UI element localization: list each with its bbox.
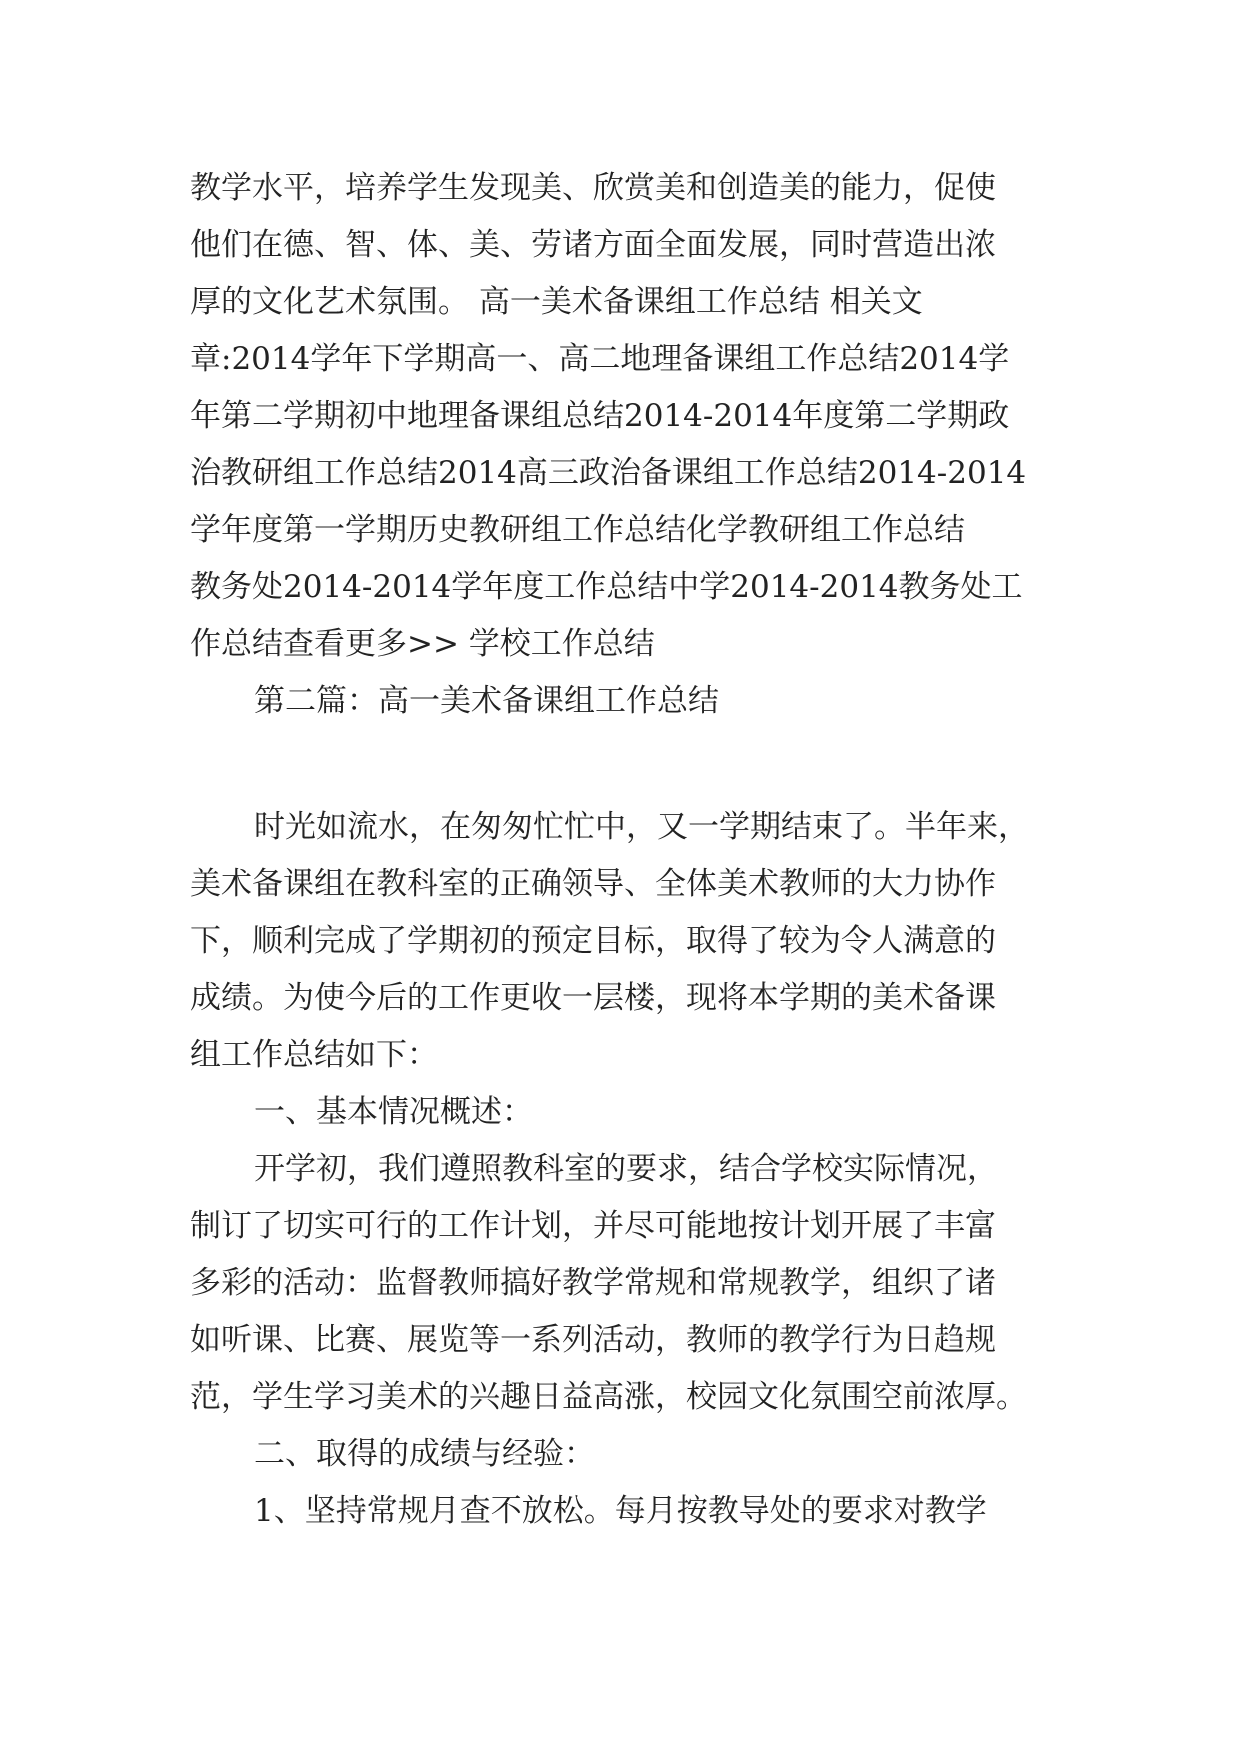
text-line: 组工作总结如下： xyxy=(190,1037,438,1073)
text-line: 制订了切实可行的工作计划，并尽可能地按计划开展了丰富 xyxy=(190,1208,996,1244)
paragraph-first-line: 1、坚持常规月查不放松。每月按教导处的要求对教学 xyxy=(254,1493,987,1529)
text-line: 范，学生学习美术的兴趣日益高涨，校园文化氛围空前浓厚。 xyxy=(190,1379,1027,1415)
paragraph-first-line: 时光如流水，在匆匆忙忙中，又一学期结束了。半年来， xyxy=(254,809,1029,845)
text-line: 如听课、比赛、展览等一系列活动，教师的教学行为日趋规 xyxy=(190,1322,996,1358)
text-line: 教务处2014-2014学年度工作总结中学2014-2014教务处工 xyxy=(190,569,1023,605)
text-line: 厚的文化艺术氛围。 高一美术备课组工作总结 相关文 xyxy=(190,284,923,320)
subheading: 二、取得的成绩与经验： xyxy=(254,1436,595,1472)
text-line: 下，顺利完成了学期初的预定目标，取得了较为令人满意的 xyxy=(190,923,996,959)
text-line: 作总结查看更多>> 学校工作总结 xyxy=(190,626,655,662)
text-line: 他们在德、智、体、美、劳诸方面全面发展，同时营造出浓 xyxy=(190,227,996,263)
text-line: 教学水平，培养学生发现美、欣赏美和创造美的能力，促使 xyxy=(190,170,996,206)
text-line: 美术备课组在教科室的正确领导、全体美术教师的大力协作 xyxy=(190,866,996,902)
text-line: 章:2014学年下学期高一、高二地理备课组工作总结2014学 xyxy=(190,341,1010,377)
text-line: 成绩。为使今后的工作更收一层楼，现将本学期的美术备课 xyxy=(190,980,996,1016)
text-line: 多彩的活动：监督教师搞好教学常规和常规教学，组织了诸 xyxy=(190,1265,996,1301)
section-heading: 第二篇：高一美术备课组工作总结 xyxy=(254,683,719,719)
subheading: 一、基本情况概述： xyxy=(254,1094,533,1130)
text-line: 治教研组工作总结2014高三政治备课组工作总结2014-2014 xyxy=(190,455,1027,491)
text-line: 年第二学期初中地理备课组总结2014-2014年度第二学期政 xyxy=(190,398,1010,434)
paragraph-first-line: 开学初，我们遵照教科室的要求，结合学校实际情况， xyxy=(254,1151,998,1187)
text-line: 学年度第一学期历史教研组工作总结化学教研组工作总结 xyxy=(190,512,965,548)
